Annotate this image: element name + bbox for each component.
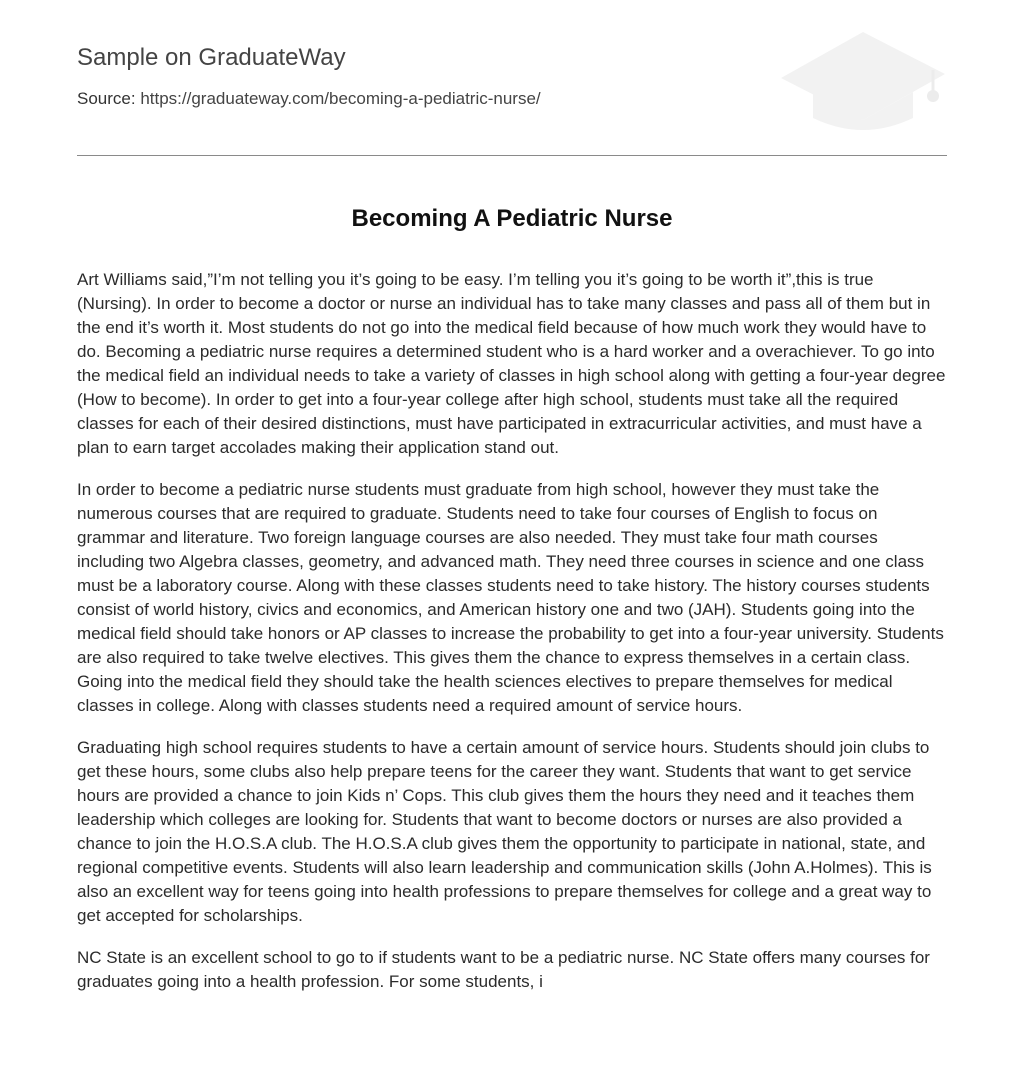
header-divider	[77, 155, 947, 156]
article-paragraph: NC State is an excellent school to go to if students want to be a pediatric nurse. NC State offers many courses for graduates going into a health profession. For some students, i	[77, 948, 930, 991]
article-paragraph: In order to become a pediatric nurse students must graduate from high school, however they must take the numerous courses that are required to graduate. Students need to take four courses of English to focus on grammar and literature. Two foreign language courses are also needed. They must take four math courses including two Algebra classes, geometry, and advanced math. They need three courses in science and one class must be a laboratory course. Along with these classes students need to take history. The history courses students consist of world history, civics and economics, and American history one and two (JAH). Students going into the medical field should take honors or AP classes to increase the probability to get into a four-year university. Students are also required to take twelve electives. This gives them the chance to express themselves in a certain class. Going into the medical field they should take the health sciences electives to prepare themselves for medical classes in college. Along with classes students need a required amount of service hours.	[77, 480, 944, 715]
article-body	[77, 268, 947, 1012]
source-line	[77, 89, 541, 109]
source-label: Source:	[77, 89, 136, 108]
graduation-cap-icon	[781, 30, 947, 134]
document-title: Becoming A Pediatric Nurse	[351, 205, 673, 232]
page-header	[77, 0, 947, 156]
article-paragraph: Art Williams said,”I’m not telling you it’s going to be easy. I’m telling you it’s going to be worth it”,this is true (Nursing). In order to become a doctor or nurse an individual has to take many classes and pass all of them but in the end it’s worth it. Most students do not go into the medical field because of how much work they would have to do. Becoming a pediatric nurse requires a determined student who is a hard worker and a overachiever. To go into the medical field an individual needs to take a variety of classes in high school along with getting a four-year degree (How to become). In order to get into a four-year college after high school, students must take all the required classes for each of their desired distinctions, must have participated in extracurricular activities, and must have a plan to earn target accolades making their application stand out.	[77, 270, 946, 457]
site-title: Sample on GraduateWay	[77, 44, 346, 71]
article-paragraph: Graduating high school requires students to have a certain amount of service hours. Students should join clubs to get these hours, some clubs also help prepare teens for the career they want. Students that want to get service hours are provided a chance to join Kids n’ Cops. This club gives them the hours they need and it teaches them leadership which colleges are looking for. Students that want to become doctors or nurses are also provided a chance to join the H.O.S.A club. The H.O.S.A club gives them the opportunity to participate in national, state, and regional competitive events. Students will also learn leadership and communication skills (John A.Holmes). This is also an excellent way for teens going into health professions to prepare themselves for college and a great way to get accepted for scholarships.	[77, 738, 932, 925]
source-link[interactable]: https://graduateway.com/becoming-a-pediatric-nurse/	[140, 89, 541, 108]
